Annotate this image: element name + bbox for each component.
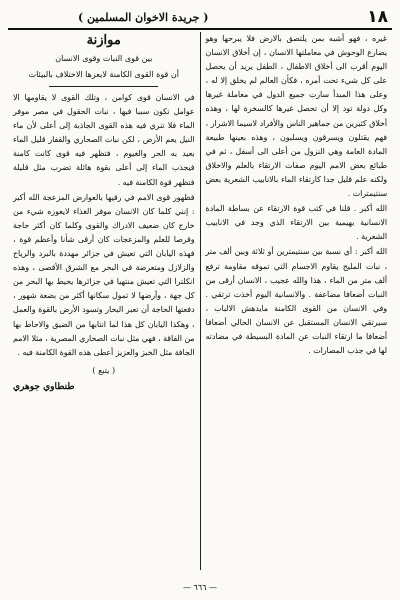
journal-title: ( جريدة الاخوان المسلمين ) <box>78 10 209 24</box>
right-paragraph-1: غيره ، فهو أشبه بمن يلتصق بالارض فلا يبرحها وهو يضارع الوحوش في معاملتها الانسان ، إن أخلاق الانسان اليوم أقرب الى أخلاق الاطفال ، الطفل يريد أن يحصل على كل شيء تحت أمره ، فكأن العالم لم يخلق إلا له ، وعلى هذا المبدأ سارت جميع الدول في معاملة غيرها وكل دولة تود إلا أن تحصل غيرها كالسخرة لها ، وهذه أخلاق كثيرين من جماهير الناس والأفراد لاسيما الاشرار ، فهم يقتلون ويسرقون ويسلبون ، وهذه بعينها طبيعة المادة العامة وهي النزول من أعلى الى أسفل ، ثم في طبائع بعض الامم اليوم صفات الارتقاء بالعلم والاخلاق ولكنه علم قليل جدا كارتقاء الماء بالانابيب الشعرية بعض سنتيمترات . <box>205 34 387 199</box>
right-paragraph-2: الله أكبر . قلنا في كتب قوة الارتقاء عن بساطة المادة الانسانية بهيمية بين الارتقاء الذي وجد في الانابيب الشعرية . <box>205 204 387 242</box>
right-column <box>201 32 393 570</box>
title-separator <box>49 86 158 87</box>
left-paragraph-1: في الانسان قوى كوامن ، وتلك القوى لا يقاومها الا عوامل تكون سببا فيها ، نبات الحقول في مصر موفر الماء فلا تنري فيه هذه القوى الجاذبة إلى أعلى لأن ماء النيل يعم الأرض ، لكن نبات الصحاري والقفار قليل الماء بعيد به الحر والغيوم ، فتظهر فيه قوى كانت كامنة فيجذب الماء إلى أعلى بقوة هائلة تضرب مثل قليلة فتظهر قوة الكامنة فيه . <box>13 93 195 187</box>
article-sub-subtitle: أن قوة القوى الكامنة لايعزها الاختلاف بالبيئات <box>28 70 179 79</box>
article-title: موازنة <box>86 33 121 48</box>
column-divider <box>200 32 201 570</box>
article-columns <box>8 32 392 570</box>
left-column <box>8 32 200 570</box>
author-signature: طنطاوي جوهري <box>13 381 75 392</box>
left-paragraph-2: فظهور قوى الامم في رقيها بالعوارض المزعجة الله أكبر : إنني كلما كان الانسان موفر الغذاء لايعوزه شيء من خارج كان ضعيف الادراك والقوى وكلما كان أكثر حاجة وقرصا للعلم والمزعجات كان أرقى شأنا وأعظم قوة ، فهذه اليابان التي تعيش في جزائر مهددة بالبرد والرياح والزلازل ومتعرضة في البحر مع الشرق الأقصى ، وهذه انكلترا التي تعيش منتهيا في جزائرها يحيط بها البحر من كل جهة ، وأرضها لا تمول سكانها أكثر من بضعة شهور ، دفعتها الحاجة أن تعبر البحار وتسود الأرض بالقوة والعمل ، وهكذا اليابان كل هذا لما انتابها من الضيق والاحاط بها من الفاقة ، فهي مثل نبات الصحاري المصرية ، مثلا الامم الجافة مثل الخبز والعزيز أعطى هذه القوة الكامنة فيه . <box>13 192 195 357</box>
continued-label: ( يتبع ) <box>92 365 116 375</box>
page-header <box>8 6 392 30</box>
right-paragraph-3: الله أكبر : أي نسبة بين سنتيمترين أو ثلاثة وبين ألف متر ، نبات المليح يقاوم الاجسام التي تموقه مقاومة ترفع ألف متر من الماء ، هذا والله عجيب ، الانسان أرقى من النبات أضعافا مضاعفة . والانسانية اليوم أخذت ترتقي . وفي الانسان من القوى الكامنة مايدهش الالباب ، سيرتقي الانسان المستقبل عن الانسان الحالي أضعافا أضعافا ما ارتقاء النبات عن المادة البسيطة في مضادته لها في جذب المصارات . <box>205 247 387 356</box>
page-number: ١٨ <box>367 7 388 27</box>
page-footer: — ٦٦٦ — <box>183 583 217 592</box>
article-subtitle: بين قوى النبات وقوى الانسان <box>55 54 153 63</box>
